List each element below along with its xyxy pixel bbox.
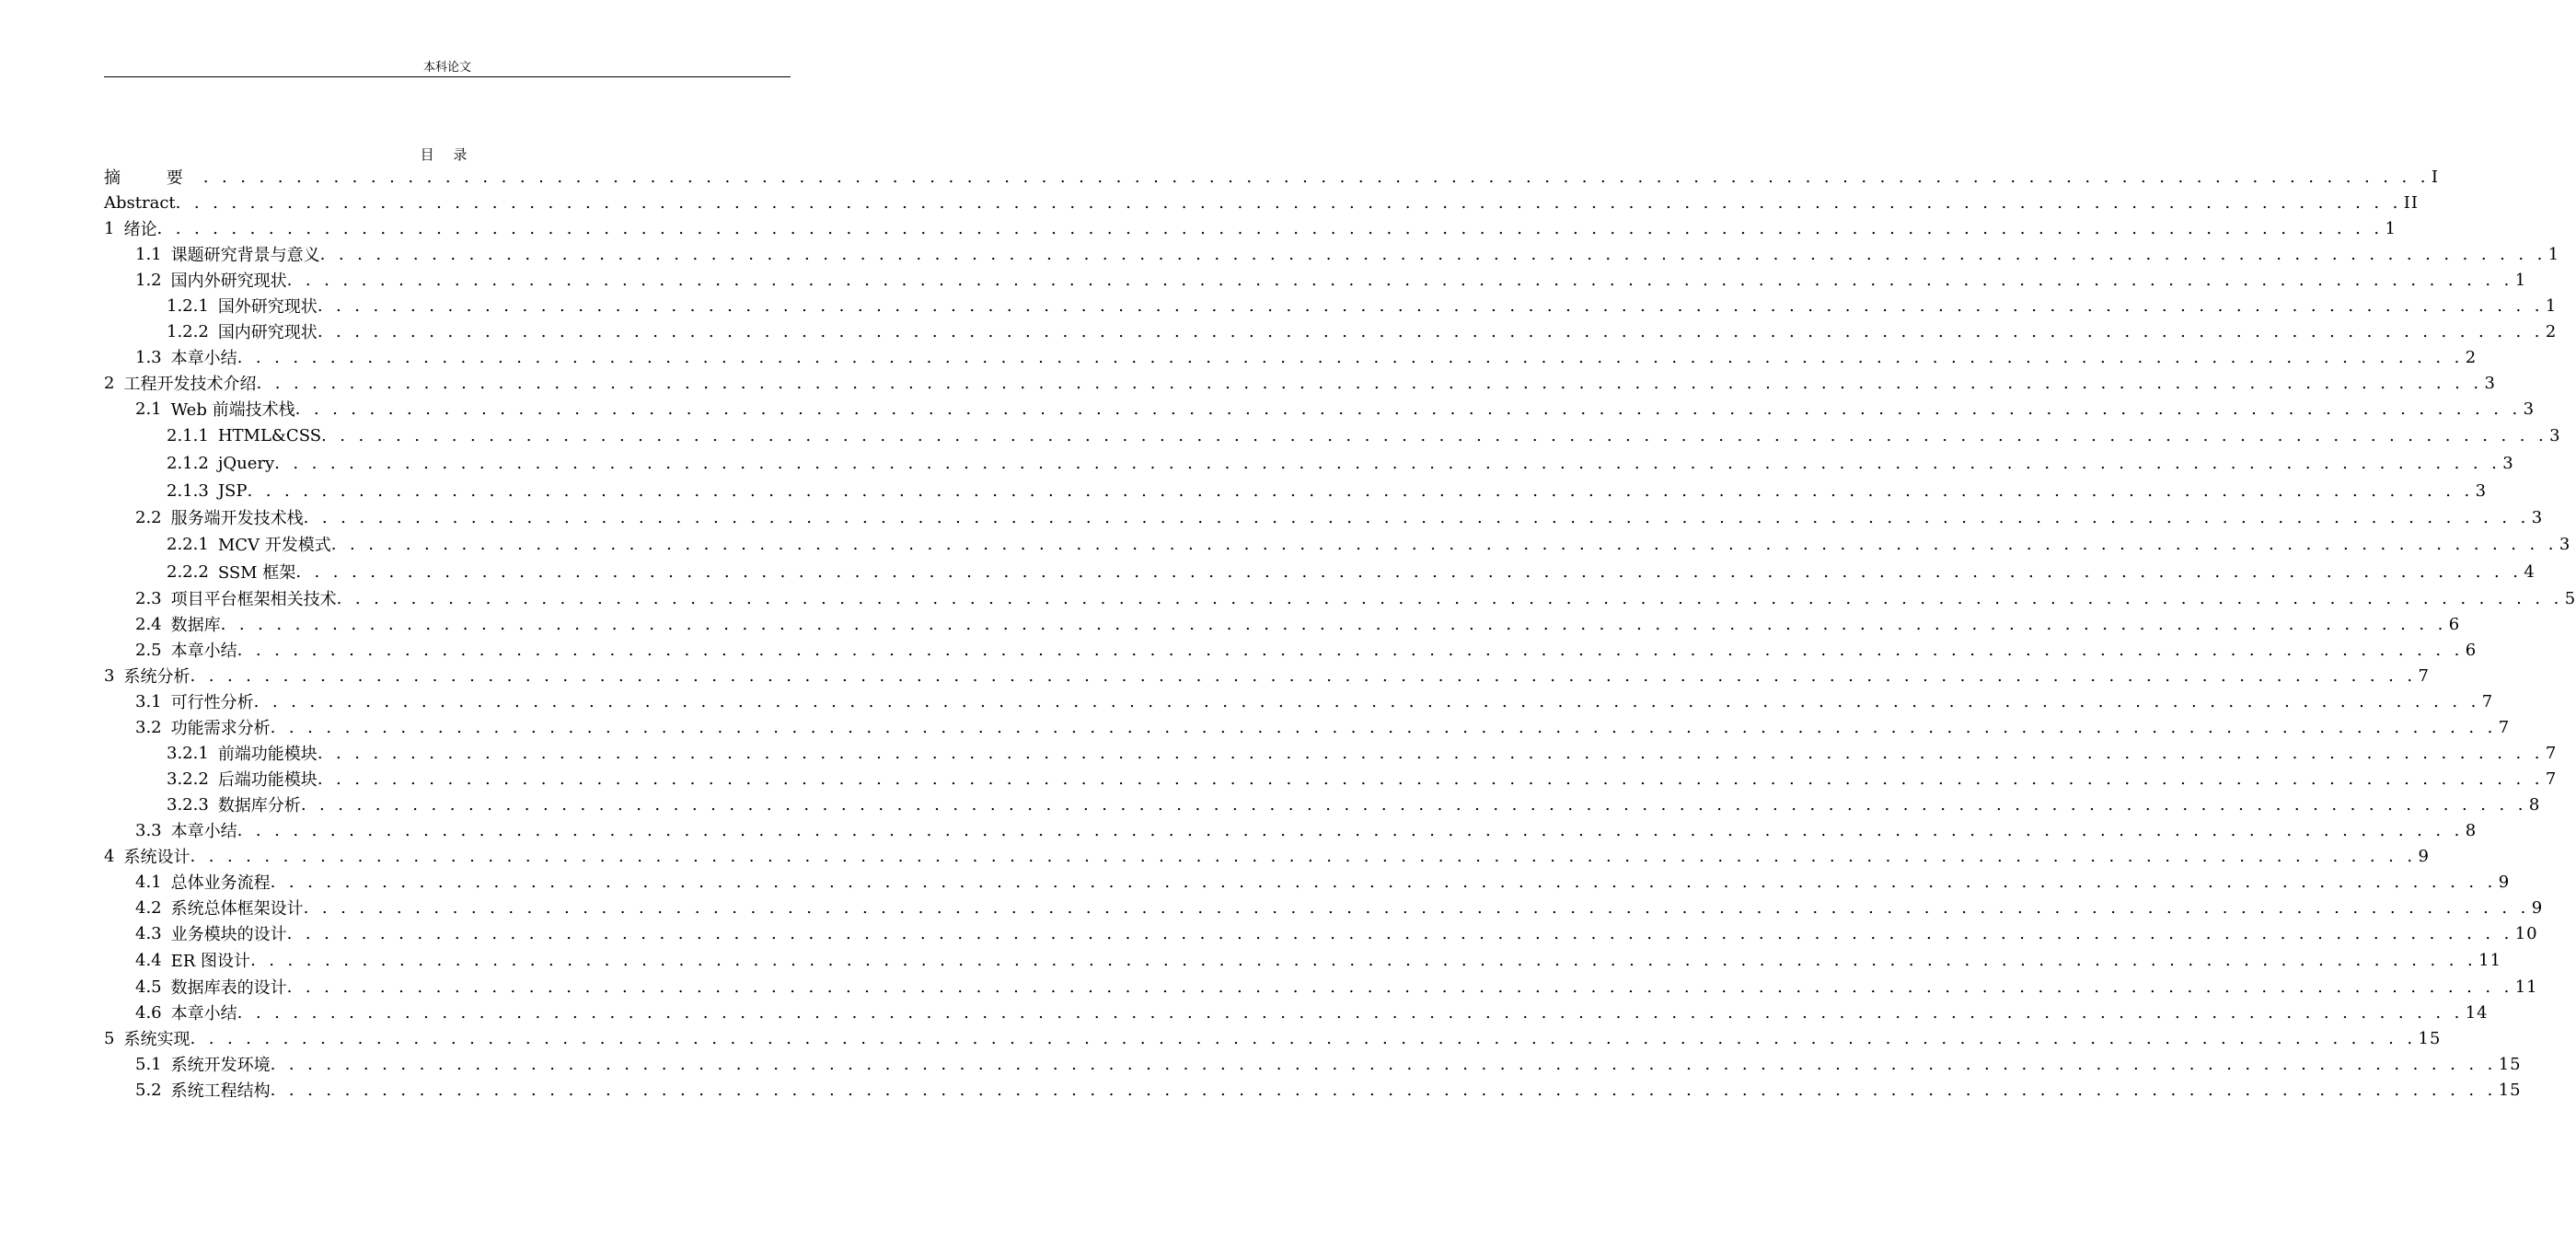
toc-entry[interactable]: [104, 792, 2541, 817]
toc-entry[interactable]: [104, 869, 2511, 895]
toc-entry[interactable]: [104, 344, 2478, 370]
toc-dot-leader: . . . . . . . . . . . . . . . . . . . . . . . . . . . . . . . . . . . . . . . . . . . . . . . . . . . . . . . . . . . . . . . . . . . . . . . . . . . . . . . . . . . . . . . . . . . . . . . . . . . . . . . . . . . . . . . . . . . . . . . .: [190, 665, 2417, 686]
toc-entry-number: 2.1.2: [167, 453, 209, 473]
toc-entry-page: I: [2431, 167, 2439, 187]
toc-entry-title: 系统实现: [123, 1030, 191, 1049]
toc-entry-page: 2: [2465, 347, 2478, 367]
toc-entry-title: 业务模块的设计: [170, 925, 287, 944]
toc-entry-title: 国外研究现状: [217, 297, 318, 317]
toc-entry-title: ER 图设计: [170, 952, 251, 971]
toc-entry-title: jQuery: [217, 453, 275, 473]
toc-entry-number: 4.4: [135, 950, 162, 970]
toc-entry-title: 系统工程结构: [170, 1081, 271, 1101]
toc-dot-leader: . . . . . . . . . . . . . . . . . . . . . . . . . . . . . . . . . . . . . . . . . . . . . . . . . . . . . . . . . . . . . . . . . . . . . . . . . . . . . . . . . . . . . . . . . . . . . . . . . . . . . . . . . . . . . . . . . . . . . . . .: [286, 923, 2513, 943]
toc-entry-title: 系统分析: [123, 667, 191, 687]
toc-entry[interactable]: [104, 663, 2430, 688]
toc-entry-number: 3.1: [135, 691, 162, 711]
toc-entry-number: 3.3: [135, 820, 162, 840]
toc-dot-leader: . . . . . . . . . . . . . . . . . . . . . . . . . . . . . . . . . . . . . . . . . . . . . . . . . . . . . . . . . . . . . . . . . . . . . . . . . . . . . . . . . . . . . . . . . . . . . . . . . . . . . . . . . . . . . . . . . . . . . . . .: [202, 167, 2430, 187]
toc-dot-leader: . . . . . . . . . . . . . . . . . . . . . . . . . . . . . . . . . . . . . . . . . . . . . . . . . . . . . . . . . . . . . . . . . . . . . . . . . . . . . . . . . . . . . . . . . . . . . . . . . . . . . . . . . . . . . . . . . . . . . . . .: [321, 425, 2548, 445]
toc-dot-leader: . . . . . . . . . . . . . . . . . . . . . . . . . . . . . . . . . . . . . . . . . . . . . . . . . . . . . . . . . . . . . . . . . . . . . . . . . . . . . . . . . . . . . . . . . . . . . . . . . . . . . . . . . . . . . . . . . . . . . . . .: [300, 794, 2527, 815]
toc-entry-page: 1: [2385, 218, 2397, 238]
toc-entry-title: 国内研究现状: [217, 323, 318, 342]
toc-dot-leader: . . . . . . . . . . . . . . . . . . . . . . . . . . . . . . . . . . . . . . . . . . . . . . . . . . . . . . . . . . . . . . . . . . . . . . . . . . . . . . . . . . . . . . . . . . . . . . . . . . . . . . . . . . . . . . . . . . . . . . . .: [247, 480, 2474, 501]
toc-entry-title: 可行性分析: [170, 693, 254, 712]
toc-entry-page: 7: [2545, 743, 2558, 763]
toc-entry-number: 2: [104, 373, 115, 393]
toc-entry-title: 项目平台框架相关技术: [170, 590, 337, 609]
toc-entry-title: 后端功能模块: [217, 770, 318, 790]
toc-dot-leader: . . . . . . . . . . . . . . . . . . . . . . . . . . . . . . . . . . . . . . . . . . . . . . . . . . . . . . . . . . . . . . . . . . . . . . . . . . . . . . . . . . . . . . . . . . . . . . . . . . . . . . . . . . . . . . . . . . . . . . . .: [303, 507, 2530, 527]
toc-dot-leader: . . . . . . . . . . . . . . . . . . . . . . . . . . . . . . . . . . . . . . . . . . . . . . . . . . . . . . . . . . . . . . . . . . . . . . . . . . . . . . . . . . . . . . . . . . . . . . . . . . . . . . . . . . . . . . . . . . . . . . . .: [237, 820, 2464, 840]
toc-entry-title: MCV 开发模式: [217, 536, 331, 555]
toc-entry[interactable]: [104, 293, 2558, 318]
toc-entry-page: 11: [2478, 950, 2502, 970]
toc-entry[interactable]: [104, 843, 2430, 869]
toc-entry[interactable]: [104, 585, 2576, 611]
table-of-contents: [104, 164, 2576, 1103]
toc-dot-leader: . . . . . . . . . . . . . . . . . . . . . . . . . . . . . . . . . . . . . . . . . . . . . . . . . . . . . . . . . . . . . . . . . . . . . . . . . . . . . . . . . . . . . . . . . . . . . . . . . . . . . . . . . . . . . . . . . . . . . . . .: [317, 295, 2544, 316]
toc-dot-leader: . . . . . . . . . . . . . . . . . . . . . . . . . . . . . . . . . . . . . . . . . . . . . . . . . . . . . . . . . . . . . . . . . . . . . . . . . . . . . . . . . . . . . . . . . . . . . . . . . . . . . . . . . . . . . . . . . . . . . . . .: [256, 373, 2483, 393]
toc-entry[interactable]: [104, 1077, 2522, 1103]
toc-entry-title: Abstract: [104, 192, 176, 213]
toc-entry-page: 1: [2545, 295, 2558, 316]
toc-entry-page: 3: [2523, 399, 2536, 419]
toc-entry-page: 15: [2418, 1028, 2442, 1048]
toc-entry-title: 摘 要: [104, 168, 203, 188]
toc-dot-leader: . . . . . . . . . . . . . . . . . . . . . . . . . . . . . . . . . . . . . . . . . . . . . . . . . . . . . . . . . . . . . . . . . . . . . . . . . . . . . . . . . . . . . . . . . . . . . . . . . . . . . . . . . . . . . . . . . . . . . . . .: [250, 950, 2478, 970]
toc-entry-title: 系统总体框架设计: [170, 899, 304, 919]
toc-entry[interactable]: [104, 766, 2558, 792]
toc-entry-number: 4.6: [135, 1002, 162, 1023]
toc-entry[interactable]: [104, 267, 2527, 293]
toc-dot-leader: . . . . . . . . . . . . . . . . . . . . . . . . . . . . . . . . . . . . . . . . . . . . . . . . . . . . . . . . . . . . . . . . . . . . . . . . . . . . . . . . . . . . . . . . . . . . . . . . . . . . . . . . . . . . . . . . . . . . . . . .: [317, 743, 2544, 763]
toc-entry-title: 本章小结: [170, 642, 237, 661]
toc-entry-page: 2: [2545, 321, 2558, 341]
toc-entry-title: 系统开发环境: [170, 1056, 271, 1075]
toc-entry[interactable]: [104, 1051, 2522, 1077]
toc-entry-number: 4.1: [135, 872, 162, 892]
toc-entry-number: 2.2.1: [167, 534, 209, 554]
toc-entry-number: 2.1: [135, 399, 162, 419]
toc-entry[interactable]: [104, 974, 2538, 1000]
toc-entry-page: 15: [2498, 1054, 2522, 1074]
toc-entry-title: 服务端开发技术栈: [170, 509, 304, 528]
toc-dot-leader: . . . . . . . . . . . . . . . . . . . . . . . . . . . . . . . . . . . . . . . . . . . . . . . . . . . . . . . . . . . . . . . . . . . . . . . . . . . . . . . . . . . . . . . . . . . . . . . . . . . . . . . . . . . . . . . . . . . . . . . .: [190, 1028, 2417, 1048]
toc-entry-number: 1.3: [135, 347, 162, 367]
toc-dot-leader: . . . . . . . . . . . . . . . . . . . . . . . . . . . . . . . . . . . . . . . . . . . . . . . . . . . . . . . . . . . . . . . . . . . . . . . . . . . . . . . . . . . . . . . . . . . . . . . . . . . . . . . . . . . . . . . . . . . . . . . .: [237, 347, 2464, 367]
toc-entry-number: 3.2: [135, 717, 162, 737]
toc-dot-leader: . . . . . . . . . . . . . . . . . . . . . . . . . . . . . . . . . . . . . . . . . . . . . . . . . . . . . . . . . . . . . . . . . . . . . . . . . . . . . . . . . . . . . . . . . . . . . . . . . . . . . . . . . . . . . . . . . . . . . . . .: [274, 453, 2501, 473]
toc-dot-leader: . . . . . . . . . . . . . . . . . . . . . . . . . . . . . . . . . . . . . . . . . . . . . . . . . . . . . . . . . . . . . . . . . . . . . . . . . . . . . . . . . . . . . . . . . . . . . . . . . . . . . . . . . . . . . . . . . . . . . . . .: [317, 321, 2544, 341]
toc-dot-leader: . . . . . . . . . . . . . . . . . . . . . . . . . . . . . . . . . . . . . . . . . . . . . . . . . . . . . . . . . . . . . . . . . . . . . . . . . . . . . . . . . . . . . . . . . . . . . . . . . . . . . . . . . . . . . . . . . . . . . . . .: [270, 1080, 2497, 1100]
toc-entry-title: 前端功能模块: [217, 745, 318, 764]
toc-dot-leader: . . . . . . . . . . . . . . . . . . . . . . . . . . . . . . . . . . . . . . . . . . . . . . . . . . . . . . . . . . . . . . . . . . . . . . . . . . . . . . . . . . . . . . . . . . . . . . . . . . . . . . . . . . . . . . . . . . . . . . . .: [270, 1054, 2497, 1074]
toc-dot-leader: . . . . . . . . . . . . . . . . . . . . . . . . . . . . . . . . . . . . . . . . . . . . . . . . . . . . . . . . . . . . . . . . . . . . . . . . . . . . . . . . . . . . . . . . . . . . . . . . . . . . . . . . . . . . . . . . . . . . . . . .: [270, 872, 2497, 892]
toc-entry-page: 10: [2514, 923, 2538, 943]
toc-entry-title: 数据库表的设计: [170, 978, 287, 998]
toc-dot-leader: . . . . . . . . . . . . . . . . . . . . . . . . . . . . . . . . . . . . . . . . . . . . . . . . . . . . . . . . . . . . . . . . . . . . . . . . . . . . . . . . . . . . . . . . . . . . . . . . . . . . . . . . . . . . . . . . . . . . . . . .: [286, 977, 2513, 997]
toc-entry-page: 3: [2549, 425, 2561, 445]
toc-entry-title: 系统设计: [123, 848, 191, 867]
toc-dot-leader: . . . . . . . . . . . . . . . . . . . . . . . . . . . . . . . . . . . . . . . . . . . . . . . . . . . . . . . . . . . . . . . . . . . . . . . . . . . . . . . . . . . . . . . . . . . . . . . . . . . . . . . . . . . . . . . . . . . . . . . .: [295, 561, 2523, 582]
toc-entry[interactable]: [104, 946, 2502, 974]
toc-title: 目 录: [420, 146, 475, 163]
toc-dot-leader: . . . . . . . . . . . . . . . . . . . . . . . . . . . . . . . . . . . . . . . . . . . . . . . . . . . . . . . . . . . . . . . . . . . . . . . . . . . . . . . . . . . . . . . . . . . . . . . . . . . . . . . . . . . . . . . . . . . . . . . .: [220, 614, 2447, 634]
toc-dot-leader: . . . . . . . . . . . . . . . . . . . . . . . . . . . . . . . . . . . . . . . . . . . . . . . . . . . . . . . . . . . . . . . . . . . . . . . . . . . . . . . . . . . . . . . . . . . . . . . . . . . . . . . . . . . . . . . . . . . . . . . .: [253, 691, 2480, 711]
toc-entry-number: 3.2.3: [167, 794, 209, 815]
toc-entry[interactable]: [104, 688, 2494, 714]
toc-entry-number: 5.1: [135, 1054, 162, 1074]
header-rule: [104, 76, 791, 77]
toc-entry-number: 5: [104, 1028, 115, 1048]
toc-entry-title: 绪论: [123, 220, 157, 239]
toc-entry[interactable]: [104, 920, 2538, 946]
toc-dot-leader: . . . . . . . . . . . . . . . . . . . . . . . . . . . . . . . . . . . . . . . . . . . . . . . . . . . . . . . . . . . . . . . . . . . . . . . . . . . . . . . . . . . . . . . . . . . . . . . . . . . . . . . . . . . . . . . . . . . . . . . .: [295, 399, 2522, 419]
toc-entry-number: 1.1: [135, 244, 162, 264]
toc-entry-page: II: [2403, 192, 2419, 213]
toc-entry-page: 9: [2418, 846, 2430, 866]
toc-entry-title: 课题研究背景与意义: [170, 246, 320, 265]
toc-entry-title: 国内外研究现状: [170, 272, 287, 291]
toc-entry-title: JSP: [217, 480, 248, 501]
toc-entry[interactable]: [104, 241, 2560, 267]
toc-entry-page: 3: [2559, 534, 2571, 554]
toc-entry[interactable]: [104, 190, 2419, 215]
toc-dot-leader: . . . . . . . . . . . . . . . . . . . . . . . . . . . . . . . . . . . . . . . . . . . . . . . . . . . . . . . . . . . . . . . . . . . . . . . . . . . . . . . . . . . . . . . . . . . . . . . . . . . . . . . . . . . . . . . . . . . . . . . .: [156, 218, 2384, 238]
toc-entry-page: 3: [2475, 480, 2488, 501]
toc-entry[interactable]: [104, 396, 2536, 422]
toc-entry-number: 2.3: [135, 588, 162, 608]
toc-entry-title: SSM 框架: [217, 563, 296, 583]
toc-entry-page: 11: [2514, 977, 2538, 997]
toc-dot-leader: . . . . . . . . . . . . . . . . . . . . . . . . . . . . . . . . . . . . . . . . . . . . . . . . . . . . . . . . . . . . . . . . . . . . . . . . . . . . . . . . . . . . . . . . . . . . . . . . . . . . . . . . . . . . . . . . . . . . . . . .: [286, 270, 2513, 290]
toc-entry[interactable]: [104, 611, 2461, 637]
toc-entry[interactable]: [104, 714, 2511, 740]
toc-entry-page: 8: [2465, 820, 2478, 840]
toc-entry-title: HTML&CSS: [217, 425, 322, 445]
toc-entry-page: 3: [2484, 373, 2496, 393]
toc-entry-title: 工程开发技术介绍: [123, 375, 257, 394]
toc-dot-leader: . . . . . . . . . . . . . . . . . . . . . . . . . . . . . . . . . . . . . . . . . . . . . . . . . . . . . . . . . . . . . . . . . . . . . . . . . . . . . . . . . . . . . . . . . . . . . . . . . . . . . . . . . . . . . . . . . . . . . . . .: [237, 1002, 2464, 1023]
toc-entry-number: 1.2.2: [167, 321, 209, 341]
toc-entry-page: 1: [2514, 270, 2527, 290]
toc-entry-number: 3: [104, 665, 115, 686]
toc-entry-number: 1: [104, 218, 115, 238]
toc-entry-number: 5.2: [135, 1080, 162, 1100]
toc-entry-page: 9: [2498, 872, 2511, 892]
toc-entry-number: 2.4: [135, 614, 162, 634]
toc-dot-leader: . . . . . . . . . . . . . . . . . . . . . . . . . . . . . . . . . . . . . . . . . . . . . . . . . . . . . . . . . . . . . . . . . . . . . . . . . . . . . . . . . . . . . . . . . . . . . . . . . . . . . . . . . . . . . . . . . . . . . . . .: [303, 897, 2530, 918]
toc-dot-leader: . . . . . . . . . . . . . . . . . . . . . . . . . . . . . . . . . . . . . . . . . . . . . . . . . . . . . . . . . . . . . . . . . . . . . . . . . . . . . . . . . . . . . . . . . . . . . . . . . . . . . . . . . . . . . . . . . . . . . . . .: [319, 244, 2547, 264]
toc-entry[interactable]: [104, 895, 2544, 920]
toc-entry-page: 15: [2498, 1080, 2522, 1100]
toc-entry-page: 6: [2448, 614, 2461, 634]
toc-entry-number: 4.5: [135, 977, 162, 997]
toc-entry-number: 3.2.1: [167, 743, 209, 763]
toc-dot-leader: . . . . . . . . . . . . . . . . . . . . . . . . . . . . . . . . . . . . . . . . . . . . . . . . . . . . . . . . . . . . . . . . . . . . . . . . . . . . . . . . . . . . . . . . . . . . . . . . . . . . . . . . . . . . . . . . . . . . . . . .: [190, 846, 2417, 866]
toc-entry-page: 5: [2564, 588, 2576, 608]
toc-entry-title: 总体业务流程: [170, 873, 271, 893]
toc-dot-leader: . . . . . . . . . . . . . . . . . . . . . . . . . . . . . . . . . . . . . . . . . . . . . . . . . . . . . . . . . . . . . . . . . . . . . . . . . . . . . . . . . . . . . . . . . . . . . . . . . . . . . . . . . . . . . . . . . . . . . . . .: [336, 588, 2563, 608]
toc-entry-title: Web 前端技术栈: [170, 400, 295, 420]
toc-entry-number: 2.2.2: [167, 561, 209, 582]
toc-dot-leader: . . . . . . . . . . . . . . . . . . . . . . . . . . . . . . . . . . . . . . . . . . . . . . . . . . . . . . . . . . . . . . . . . . . . . . . . . . . . . . . . . . . . . . . . . . . . . . . . . . . . . . . . . . . . . . . . . . . . . . . .: [237, 640, 2464, 660]
toc-entry[interactable]: [104, 449, 2514, 477]
toc-entry-page: 1: [2547, 244, 2560, 264]
toc-entry[interactable]: [104, 504, 2544, 530]
toc-entry-number: 2.2: [135, 507, 162, 527]
toc-entry[interactable]: [104, 422, 2561, 449]
toc-entry[interactable]: [104, 370, 2496, 396]
toc-entry-number: 4: [104, 846, 115, 866]
toc-entry[interactable]: [104, 318, 2558, 344]
toc-entry-number: 2.5: [135, 640, 162, 660]
toc-entry-title: 本章小结: [170, 822, 237, 841]
toc-entry[interactable]: [104, 817, 2478, 843]
toc-entry[interactable]: [104, 215, 2397, 241]
toc-entry-page: 7: [2498, 717, 2511, 737]
toc-dot-leader: . . . . . . . . . . . . . . . . . . . . . . . . . . . . . . . . . . . . . . . . . . . . . . . . . . . . . . . . . . . . . . . . . . . . . . . . . . . . . . . . . . . . . . . . . . . . . . . . . . . . . . . . . . . . . . . . . . . . . . . .: [317, 769, 2544, 789]
toc-entry[interactable]: [104, 740, 2558, 766]
toc-entry-title: 本章小结: [170, 1004, 237, 1023]
toc-entry-number: 4.2: [135, 897, 162, 918]
toc-entry-number: 2.1.1: [167, 425, 209, 445]
toc-entry-page: 7: [2545, 769, 2558, 789]
toc-entry-title: 数据库分析: [217, 796, 301, 815]
toc-entry-number: 4.3: [135, 923, 162, 943]
toc-entry-page: 14: [2465, 1002, 2489, 1023]
toc-entry[interactable]: [104, 637, 2478, 663]
toc-entry-number: 3.2.2: [167, 769, 209, 789]
toc-entry-page: 3: [2502, 453, 2514, 473]
toc-entry[interactable]: [104, 164, 2439, 190]
toc-entry-number: 1.2: [135, 270, 162, 290]
toc-entry[interactable]: [104, 477, 2488, 504]
toc-entry-page: 9: [2531, 897, 2544, 918]
page-header: 本科论文: [422, 61, 471, 75]
toc-entry[interactable]: [104, 1025, 2442, 1051]
toc-entry-page: 8: [2528, 794, 2541, 815]
toc-entry-number: 1.2.1: [167, 295, 209, 316]
toc-entry-page: 6: [2465, 640, 2478, 660]
toc-entry[interactable]: [104, 558, 2536, 585]
toc-entry[interactable]: [104, 1000, 2489, 1025]
toc-entry-page: 3: [2531, 507, 2544, 527]
toc-dot-leader: . . . . . . . . . . . . . . . . . . . . . . . . . . . . . . . . . . . . . . . . . . . . . . . . . . . . . . . . . . . . . . . . . . . . . . . . . . . . . . . . . . . . . . . . . . . . . . . . . . . . . . . . . . . . . . . . . . . . . . . .: [175, 192, 2402, 213]
toc-entry-title: 数据库: [170, 616, 221, 635]
toc-entry[interactable]: [104, 530, 2571, 558]
toc-entry-title: 功能需求分析: [170, 719, 271, 738]
toc-entry-page: 4: [2524, 561, 2536, 582]
toc-dot-leader: . . . . . . . . . . . . . . . . . . . . . . . . . . . . . . . . . . . . . . . . . . . . . . . . . . . . . . . . . . . . . . . . . . . . . . . . . . . . . . . . . . . . . . . . . . . . . . . . . . . . . . . . . . . . . . . . . . . . . . . .: [330, 534, 2558, 554]
toc-dot-leader: . . . . . . . . . . . . . . . . . . . . . . . . . . . . . . . . . . . . . . . . . . . . . . . . . . . . . . . . . . . . . . . . . . . . . . . . . . . . . . . . . . . . . . . . . . . . . . . . . . . . . . . . . . . . . . . . . . . . . . . .: [270, 717, 2497, 737]
toc-entry-title: 本章小结: [170, 349, 237, 368]
toc-entry-page: 7: [2418, 665, 2430, 686]
toc-entry-page: 7: [2481, 691, 2494, 711]
toc-entry-number: 2.1.3: [167, 480, 209, 501]
